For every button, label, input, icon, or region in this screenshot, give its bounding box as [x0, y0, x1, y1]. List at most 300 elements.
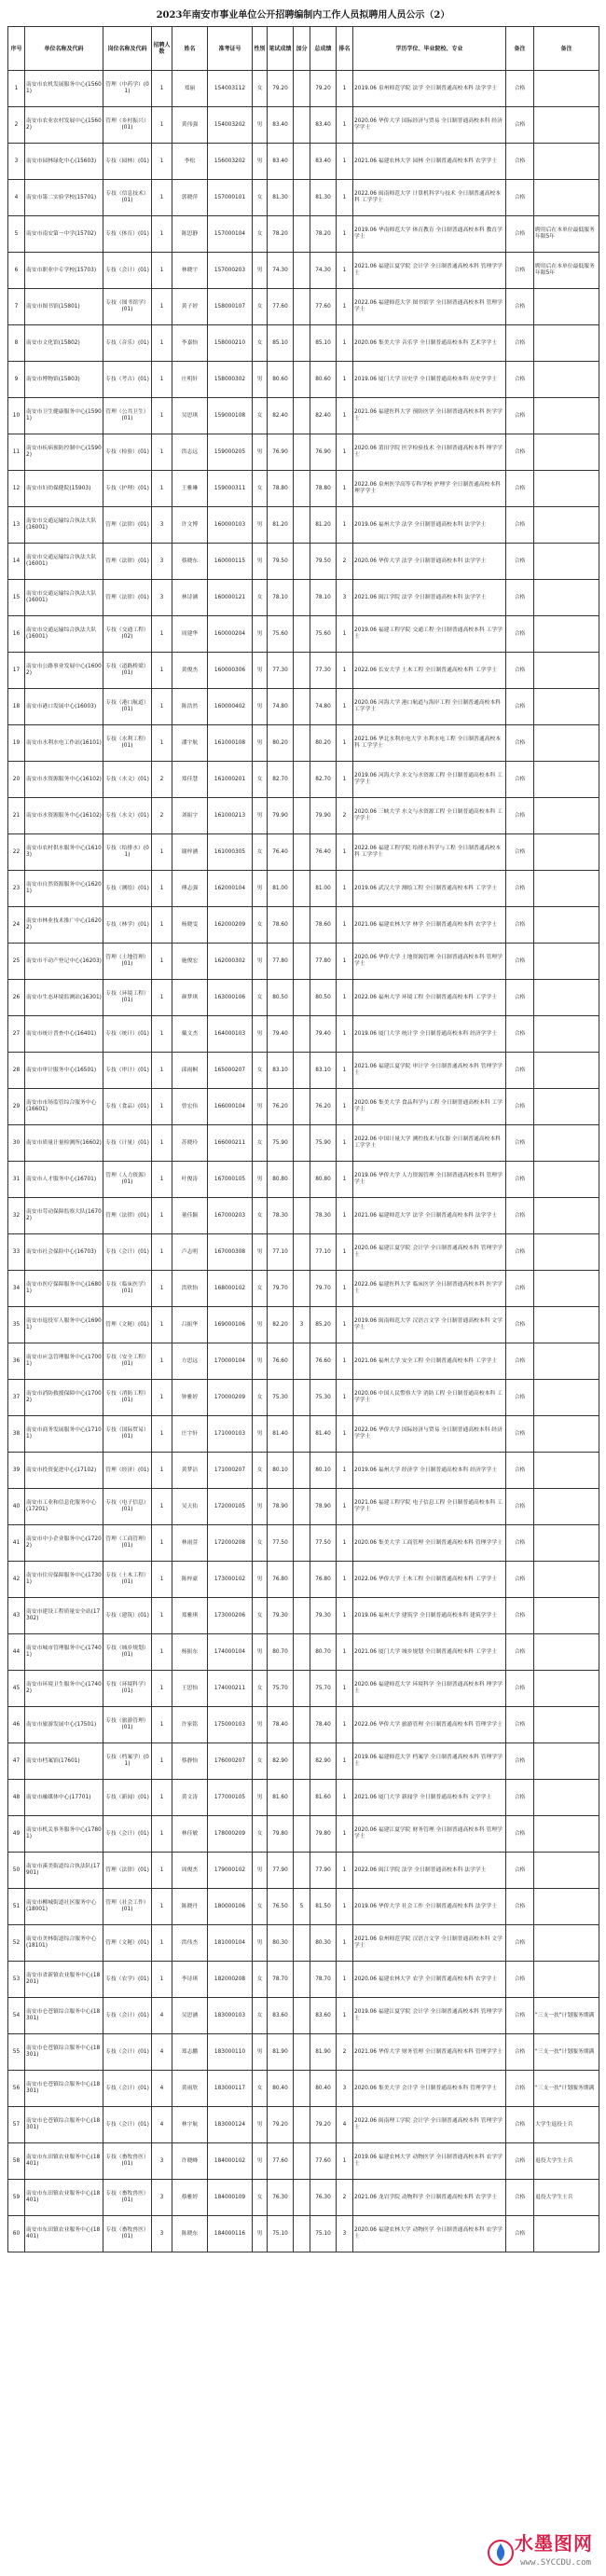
table-cell: 1	[337, 1598, 353, 1634]
table-cell: 2021.06 泉州师范学院 汉语言文学 全日制普通高校本科 文学学士	[353, 1925, 506, 1962]
table-cell: 合格	[506, 1125, 534, 1162]
table-cell: 南安市统计普查中心(16401)	[25, 1016, 103, 1053]
table-cell: 1	[152, 289, 172, 325]
table-cell: 2022.06 福建师范大学 图书馆学 全日制普通高校本科 管理学学士	[353, 289, 506, 325]
table-cell	[534, 1125, 599, 1162]
table-cell: 1	[152, 1962, 172, 1998]
table-cell	[534, 2216, 599, 2252]
table-cell: 合格	[506, 1162, 534, 1198]
table-row	[8, 725, 599, 762]
table-cell: 南安市港口发展中心(16003)	[25, 689, 103, 725]
table-cell: 1	[152, 616, 172, 653]
column-header: 招聘人数	[152, 27, 172, 71]
table-cell: 2021.06 厦门大学 新闻学 全日制普通高校本科 文学学士	[353, 1780, 506, 1816]
table-cell	[294, 1489, 310, 1525]
table-cell: 专技（国际贸易）(01)	[103, 1416, 152, 1453]
table-cell: 郭晓萍	[172, 180, 208, 216]
table-cell: 78.60	[310, 907, 337, 944]
table-cell: 邱雨桐	[172, 1053, 208, 1089]
table-cell: 2020.06 集美大学 食品科学与工程 全日制普通高校本科 工学学士	[353, 1089, 506, 1125]
table-cell: 专技（道路桥梁）(01)	[103, 653, 152, 689]
table-cell	[294, 1562, 310, 1598]
table-cell: 男	[253, 107, 268, 144]
table-row	[8, 71, 599, 107]
table-cell	[294, 1671, 310, 1707]
table-cell: 79.70	[310, 1271, 337, 1307]
table-cell	[534, 1562, 599, 1598]
table-cell	[534, 1853, 599, 1889]
table-cell: 170000104	[208, 1343, 253, 1380]
table-cell	[534, 762, 599, 798]
table-cell: 合格	[506, 1889, 534, 1925]
table-cell: 80.50	[310, 980, 337, 1016]
table-cell: 王思怡	[172, 1671, 208, 1707]
table-cell: 77.50	[268, 1525, 294, 1562]
table-cell: 1	[152, 1162, 172, 1198]
table-cell: 4	[8, 180, 25, 216]
table-cell: 3	[294, 1307, 310, 1343]
table-cell: 专技（环境科学）(01)	[103, 1671, 152, 1707]
table-cell: 南安市中小企业服务中心(17202)	[25, 1525, 103, 1562]
table-cell: 合格	[506, 1271, 534, 1307]
table-cell: 183000110	[208, 2034, 253, 2071]
table-cell: 女	[253, 2180, 268, 2216]
table-cell: 庄明轩	[172, 362, 208, 398]
table-cell	[534, 1707, 599, 1743]
table-cell: 南安市农村供水服务中心(16103)	[25, 834, 103, 871]
table-cell: 黄子婷	[172, 289, 208, 325]
table-cell: 1	[152, 107, 172, 144]
table-cell: 南安市医疗保障服务中心(16801)	[25, 1271, 103, 1307]
table-cell: 2020.06 莆田学院 医学检验技术 全日制普通高校本科 理学学士	[353, 434, 506, 471]
table-cell: 1	[337, 725, 353, 762]
table-cell: 男	[253, 725, 268, 762]
table-cell: 1	[337, 907, 353, 944]
table-cell	[534, 1962, 599, 1998]
table-cell	[534, 1343, 599, 1380]
table-cell	[294, 2034, 310, 2071]
table-cell: 77.90	[310, 1853, 337, 1889]
table-cell: 1	[152, 1525, 172, 1562]
table-cell: 合格	[506, 944, 534, 980]
table-cell: 1	[337, 1380, 353, 1416]
table-cell: 1	[337, 1489, 353, 1525]
table-cell: 2	[8, 107, 25, 144]
table-cell: 17	[8, 653, 25, 689]
table-cell: 南安市仑苍镇综合服务中心(18301)	[25, 2071, 103, 2107]
table-cell	[294, 144, 310, 180]
table-cell: 专技（体育）(01)	[103, 216, 152, 253]
table-row	[8, 1089, 599, 1125]
table-cell: 77.30	[310, 653, 337, 689]
table-cell: 专技（园林）(01)	[103, 144, 152, 180]
table-cell: 傅志强	[172, 871, 208, 907]
table-cell: 1	[152, 1634, 172, 1671]
table-cell: 专技（统计）(01)	[103, 1016, 152, 1053]
table-cell: 庄宇轩	[172, 1416, 208, 1453]
table-cell: 南安市第二实验学校(15701)	[25, 180, 103, 216]
table-cell: 1	[152, 725, 172, 762]
table-cell: 专技（水利工程）(01)	[103, 725, 152, 762]
table-cell: 专技（检验）(01)	[103, 434, 152, 471]
table-cell: 2022.06 长安大学 土木工程 全日制普通高校本科 工学学士	[353, 653, 506, 689]
table-cell: 男	[253, 1489, 268, 1525]
table-cell: 79.40	[268, 1016, 294, 1053]
table-cell: 81.40	[268, 1416, 294, 1453]
table-cell: 南安市生态环境监测站(16301)	[25, 980, 103, 1016]
table-cell: 76.80	[310, 1562, 337, 1598]
table-cell: 南安市交通运输综合执法大队(16001)	[25, 580, 103, 616]
table-cell: 77.60	[268, 2143, 294, 2180]
table-cell	[294, 689, 310, 725]
table-cell: 专技（畜牧兽医）(01)	[103, 2143, 152, 2180]
table-cell	[534, 1271, 599, 1307]
table-row	[8, 2034, 599, 2071]
table-cell: 81.30	[268, 180, 294, 216]
table-cell: 78.80	[268, 471, 294, 507]
table-cell: 3	[152, 2180, 172, 2216]
table-row	[8, 1016, 599, 1053]
table-cell: 合格	[506, 907, 534, 944]
table-cell	[534, 689, 599, 725]
table-cell: 2019.06 河海大学 水文与水资源工程 全日制普通高校本科 工学学士	[353, 762, 506, 798]
table-cell	[294, 1853, 310, 1889]
table-cell: 1	[337, 325, 353, 362]
table-row	[8, 580, 599, 616]
table-cell: 3	[8, 144, 25, 180]
table-cell	[294, 1416, 310, 1453]
table-cell: 专技（图书馆学）(01)	[103, 289, 152, 325]
table-cell: 合格	[506, 871, 534, 907]
table-cell: 南安市东田镇农业服务中心(18401)	[25, 2143, 103, 2180]
table-row	[8, 2216, 599, 2252]
table-cell: 南安市应急管理服务中心(17001)	[25, 1343, 103, 1380]
table-cell: 2019.06 华南师范大学 体育教育 全日制普通高校本科 教育学学士	[353, 216, 506, 253]
table-cell: 女	[253, 289, 268, 325]
table-cell: 合格	[506, 1089, 534, 1125]
table-row	[8, 689, 599, 725]
table-cell: 1	[152, 907, 172, 944]
table-cell: 南安市环境卫生服务中心(17402)	[25, 1671, 103, 1707]
table-cell: 27	[8, 1016, 25, 1053]
table-cell	[294, 2071, 310, 2107]
table-cell: 51	[8, 1889, 25, 1925]
table-cell: 1	[152, 1598, 172, 1634]
table-cell	[294, 180, 310, 216]
table-cell: 南安市机关事务服务中心(17801)	[25, 1816, 103, 1853]
table-cell: 女	[253, 580, 268, 616]
table-cell: 合格	[506, 1307, 534, 1343]
table-cell: 周俊杰	[172, 1853, 208, 1889]
table-cell: 159000108	[208, 398, 253, 434]
table-cell: 合格	[506, 1198, 534, 1234]
table-cell: 162000302	[208, 944, 253, 980]
table-cell: 1	[152, 944, 172, 980]
table-cell: 78.80	[310, 471, 337, 507]
table-cell: 21	[8, 798, 25, 834]
table-cell: 许文博	[172, 507, 208, 544]
table-cell: 南安市水资源服务中心(16102)	[25, 798, 103, 834]
table-row	[8, 1671, 599, 1707]
table-cell: 洪志远	[172, 434, 208, 471]
table-cell: 南安市林业技术推广中心(16202)	[25, 907, 103, 944]
table-cell	[294, 71, 310, 107]
table-cell: 78.90	[310, 1489, 337, 1525]
table-cell: 83.10	[310, 1053, 337, 1089]
table-cell: 1	[337, 1416, 353, 1453]
table-cell: 管理（乡村振兴）(01)	[103, 107, 152, 144]
table-cell: 55	[8, 2034, 25, 2071]
table-cell: 黄伟强	[172, 107, 208, 144]
table-cell: 1	[152, 1198, 172, 1234]
table-cell: 1	[152, 253, 172, 289]
table-cell: 5	[8, 216, 25, 253]
table-cell: 1	[152, 871, 172, 907]
announcement-table	[7, 26, 599, 2252]
table-cell	[294, 2216, 310, 2252]
table-cell	[534, 1816, 599, 1853]
table-cell: 1	[337, 180, 353, 216]
table-cell: 2020.06 三峡大学 水文与水资源工程 全日制普通高校本科 工学学士	[353, 798, 506, 834]
table-cell: 合格	[506, 1962, 534, 1998]
table-row	[8, 798, 599, 834]
table-cell: 2019.06 厦门大学 历史学 全日制普通高校本科 历史学学士	[353, 362, 506, 398]
table-cell: 林晓宇	[172, 253, 208, 289]
table-cell: 160000402	[208, 689, 253, 725]
table-cell: 男	[253, 1780, 268, 1816]
table-cell: 74.30	[310, 253, 337, 289]
table-cell: 183000103	[208, 1998, 253, 2034]
table-cell: 合格	[506, 1489, 534, 1525]
table-cell: 南安市水利水电工作站(16101)	[25, 725, 103, 762]
table-cell: 2	[152, 798, 172, 834]
table-cell: 合格	[506, 144, 534, 180]
table-row	[8, 1889, 599, 1925]
table-cell: 2019.06 武汉大学 测绘工程 全日制普通高校本科 工学学士	[353, 871, 506, 907]
table-cell: 合格	[506, 1743, 534, 1780]
table-cell: 女	[253, 762, 268, 798]
table-cell: 李松	[172, 144, 208, 180]
watermark	[489, 2532, 600, 2572]
table-cell: 南安市水资源服务中心(16102)	[25, 762, 103, 798]
table-cell: 2020.06 福建师范大学 环境科学 全日制普通高校本科 理学学士	[353, 1671, 506, 1707]
table-row	[8, 1853, 599, 1889]
table-cell: 男	[253, 944, 268, 980]
table-cell: 78.40	[268, 1707, 294, 1743]
table-cell: 南安市柳城街道社区服务中心(18001)	[25, 1889, 103, 1925]
table-cell: 80.70	[310, 1634, 337, 1671]
table-cell: 183000124	[208, 2107, 253, 2143]
table-cell: 154003202	[208, 107, 253, 144]
table-cell	[294, 616, 310, 653]
table-cell: 80.60	[268, 362, 294, 398]
table-cell: 76.90	[310, 434, 337, 471]
table-cell: 78.30	[268, 1198, 294, 1234]
table-cell: 卢志明	[172, 1234, 208, 1271]
table-cell: 75.70	[268, 1671, 294, 1707]
table-cell: 南安市妇幼保健院(15903)	[25, 471, 103, 507]
table-cell: 专技（给排水）(01)	[103, 834, 152, 871]
table-cell: 82.90	[310, 1743, 337, 1780]
table-cell: 34	[8, 1271, 25, 1307]
table-cell: 57	[8, 2107, 25, 2143]
table-cell	[294, 107, 310, 144]
table-cell: 南安市退役军人服务中心(16901)	[25, 1307, 103, 1343]
table-cell: 南安市省新镇农业服务中心(18201)	[25, 1962, 103, 1998]
table-row	[8, 1453, 599, 1489]
table-cell: 1	[152, 1707, 172, 1743]
table-cell: 172000208	[208, 1525, 253, 1562]
table-cell: 2021.06 福建江夏学院 审计学 全日制普通高校本科 管理学学士	[353, 1053, 506, 1089]
table-cell: 女	[253, 216, 268, 253]
ink-drop-logo-icon	[487, 2539, 515, 2567]
table-cell: 75.60	[268, 616, 294, 653]
table-cell: 2022.06 泉州医学高等专科学校 护理学 全日制普通高校本科 理学学士	[353, 471, 506, 507]
table-cell	[294, 398, 310, 434]
table-cell: 合格	[506, 689, 534, 725]
table-cell: 1	[152, 1307, 172, 1343]
table-cell: 159000311	[208, 471, 253, 507]
table-cell: 专技（安全工程）(01)	[103, 1343, 152, 1380]
table-cell: 黄文涛	[172, 1780, 208, 1816]
table-cell: 2020.06 集美大学 工商管理 全日制普通高校本科 管理学学士	[353, 1525, 506, 1562]
table-cell: 男	[253, 1089, 268, 1125]
table-cell: 专技（水文）(01)	[103, 798, 152, 834]
table-cell: 聘用后在本单位最低服务年限5年	[534, 253, 599, 289]
table-cell: 82.70	[268, 762, 294, 798]
table-cell: 3	[152, 580, 172, 616]
table-cell: 158000107	[208, 289, 253, 325]
table-cell: 女	[253, 1598, 268, 1634]
watermark-text: 水墨图网	[515, 2532, 593, 2555]
table-cell: 1	[337, 1780, 353, 1816]
table-cell: 77.80	[310, 944, 337, 980]
table-cell: 1	[337, 1634, 353, 1671]
table-cell: 3	[152, 2216, 172, 2252]
table-cell: 1	[152, 1853, 172, 1889]
table-cell: 81.60	[310, 1780, 337, 1816]
table-cell: 合格	[506, 1998, 534, 2034]
table-cell: 南安市园林绿化中心(15603)	[25, 144, 103, 180]
table-cell: 1	[337, 1089, 353, 1125]
table-cell: 22	[8, 834, 25, 871]
table-cell: 管理（法律）(01)	[103, 1198, 152, 1234]
table-cell: 男	[253, 798, 268, 834]
table-cell: 20	[8, 762, 25, 798]
table-cell: 80.20	[310, 725, 337, 762]
table-cell: 合格	[506, 1053, 534, 1089]
table-cell: 女	[253, 325, 268, 362]
table-cell	[294, 2143, 310, 2180]
table-cell	[534, 871, 599, 907]
table-cell: 女	[253, 1453, 268, 1489]
table-cell: 1	[152, 434, 172, 471]
table-cell	[534, 944, 599, 980]
table-cell: 1	[337, 944, 353, 980]
table-cell: 160000121	[208, 580, 253, 616]
column-header: 笔试成绩	[268, 27, 294, 71]
table-cell	[294, 1271, 310, 1307]
table-cell	[294, 1816, 310, 1853]
table-cell	[294, 289, 310, 325]
table-cell: 160000204	[208, 616, 253, 653]
table-cell: 157000104	[208, 216, 253, 253]
table-cell: 男	[253, 1016, 268, 1053]
table-cell: 75.70	[310, 1671, 337, 1707]
table-cell	[294, 1707, 310, 1743]
table-cell: 79.40	[310, 1016, 337, 1053]
table-cell: 专技（临床医学）(01)	[103, 1271, 152, 1307]
table-cell: 79.80	[268, 1816, 294, 1853]
table-cell: 2019.06 福建农林大学 动物医学 全日制普通高校本科 农学学士	[353, 2143, 506, 2180]
table-cell: 男	[253, 2034, 268, 2071]
table-cell: 男	[253, 1925, 268, 1962]
table-cell	[534, 798, 599, 834]
table-row	[8, 944, 599, 980]
column-header: 备注	[506, 27, 534, 71]
table-cell: 专技（会计）(01)	[103, 1816, 152, 1853]
table-cell: 75.90	[310, 1125, 337, 1162]
table-cell	[294, 434, 310, 471]
table-cell: 合格	[506, 725, 534, 762]
table-cell	[294, 980, 310, 1016]
table-cell: 4	[337, 2107, 353, 2143]
table-cell: 南安市交通运输综合执法大队(16001)	[25, 507, 103, 544]
table-cell: 2019.06 福州大学 建筑学 全日制普通高校本科 建筑学学士	[353, 1598, 506, 1634]
table-cell: 82.40	[268, 398, 294, 434]
table-cell: 83.40	[310, 144, 337, 180]
table-cell: 184000102	[208, 2143, 253, 2180]
table-cell: 合格	[506, 2034, 534, 2071]
table-cell: 合格	[506, 1343, 534, 1380]
column-header: 序号	[8, 27, 25, 71]
table-cell: 1	[152, 180, 172, 216]
table-cell: 174000211	[208, 1671, 253, 1707]
table-cell: 谢梓涵	[172, 834, 208, 871]
table-cell: 83.60	[268, 1998, 294, 2034]
table-cell: 南安市图书馆(15801)	[25, 289, 103, 325]
table-cell: 175000103	[208, 1707, 253, 1743]
table-cell: 80.50	[268, 980, 294, 1016]
table-cell: 49	[8, 1816, 25, 1853]
table-cell: 董佳颖	[172, 1198, 208, 1234]
table-cell: 陈浩然	[172, 689, 208, 725]
table-cell: 洪伟杰	[172, 1925, 208, 1962]
table-cell: 79.50	[268, 544, 294, 580]
table-cell: 5	[294, 1889, 310, 1925]
table-cell: 24	[8, 907, 25, 944]
table-cell: 1	[152, 1416, 172, 1453]
table-cell: 男	[253, 1634, 268, 1671]
table-cell: 1	[337, 1307, 353, 1343]
table-cell: 159000205	[208, 434, 253, 471]
table-cell: 黄雨欣	[172, 2071, 208, 2107]
table-cell: 合格	[506, 1598, 534, 1634]
table-cell: 2021.06 龙岩学院 动物科学 全日制普通高校本科 农学学士	[353, 2180, 506, 2216]
table-cell: 1	[337, 434, 353, 471]
table-cell: 1	[152, 1780, 172, 1816]
column-header: 加分	[294, 27, 310, 71]
table-cell: 48	[8, 1780, 25, 1816]
table-cell: 81.60	[268, 1780, 294, 1816]
table-cell: 1	[152, 1125, 172, 1162]
table-cell: 陈梓豪	[172, 1562, 208, 1598]
table-cell: 合格	[506, 2107, 534, 2143]
table-cell: 1	[152, 1380, 172, 1416]
table-cell	[294, 1453, 310, 1489]
table-cell: 专技（食品）(01)	[103, 1089, 152, 1125]
table-cell: 174000104	[208, 1634, 253, 1671]
